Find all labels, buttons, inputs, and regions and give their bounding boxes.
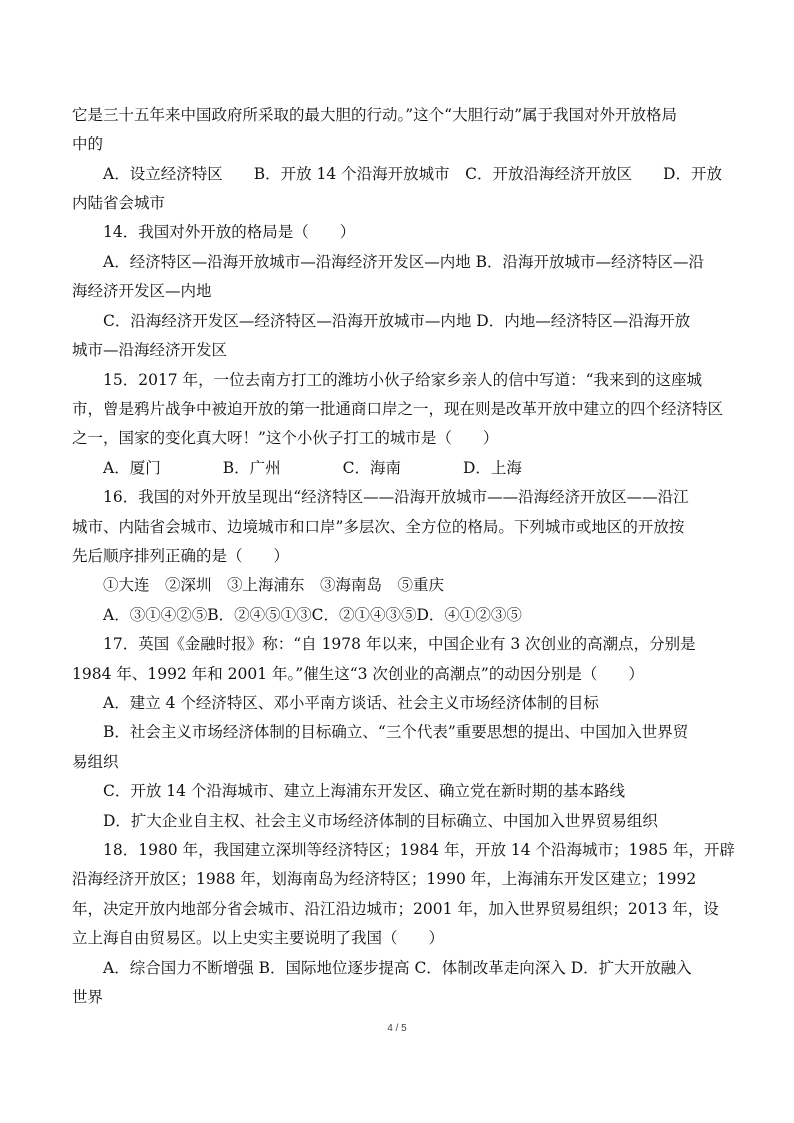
question-stem: 17．英国《金融时报》称：“自 1978 年以来，中国企业有 3 次创业的高潮点，分别是	[103, 635, 696, 653]
item-list: ①大连 ②深圳 ③上海浦东 ③海南岛 ⑤重庆	[103, 576, 445, 594]
question-stem: 16．我国的对外开放呈现出“经济特区——沿海开放城市——沿海经济开放区——沿江	[103, 488, 689, 506]
text-line: 城市—沿海经济开发区	[72, 341, 228, 359]
option-line: A．综合国力不断增强 B．国际地位逐步提高 C．体制改革走向深入 D．扩大开放融入	[103, 959, 692, 977]
option-line: A．设立经济特区 B．开放 14 个沿海开放城市 C．开放沿海经济开放区 D．开放	[103, 165, 722, 183]
question-stem: 14．我国对外开放的格局是（ ）	[103, 223, 356, 241]
text-line: 立上海自由贸易区。以上史实主要说明了我国（ ）	[72, 929, 445, 947]
text-line: 之一，国家的变化真大呀！”这个小伙子打工的城市是（ ）	[72, 429, 499, 447]
text-line: 年，决定开放内地部分省会城市、沿江沿边城市；2001 年，加入世界贸易组织；2013 年，设	[72, 900, 719, 918]
option-line: B．社会主义市场经济体制的目标确立、“三个代表”重要思想的提出、中国加入世界贸	[103, 723, 689, 741]
option-line: D．扩大企业自主权、社会主义市场经济体制的目标确立、中国加入世界贸易组织	[103, 812, 658, 830]
question-stem: 15．2017 年，一位去南方打工的潍坊小伙子给家乡亲人的信中写道：“我来到的这座城	[103, 371, 703, 389]
text-line: 1984 年、1992 年和 2001 年。”催生这“3 次创业的高潮点”的动因分别是（ ）	[72, 665, 644, 683]
option-line: A．经济特区—沿海开放城市—沿海经济开发区—内地 B．沿海开放城市—经济特区—沿	[103, 253, 705, 271]
option-line: C．沿海经济开发区—经济特区—沿海开放城市—内地 D．内地—经济特区—沿海开放	[103, 312, 691, 330]
option-line: C．开放 14 个沿海城市、建立上海浦东开发区、确立党在新时期的基本路线	[103, 782, 625, 800]
text-line: 它是三十五年来中国政府所采取的最大胆的行动。”这个“大胆行动”属于我国对外开放格局	[72, 106, 678, 124]
question-stem: 18．1980 年，我国建立深圳等经济特区；1984 年，开放 14 个沿海城市；1985 年，开辟	[103, 841, 735, 859]
option-line: A．建立 4 个经济特区、邓小平南方谈话、社会主义市场经济体制的目标	[103, 694, 599, 712]
page-number: 4 / 5	[387, 1023, 407, 1034]
text-line: 市，曾是鸦片战争中被迫开放的第一批通商口岸之一，现在则是改革开放中建立的四个经济特区	[72, 400, 724, 418]
text-line: 易组织	[72, 753, 119, 771]
text-line: 中的	[72, 135, 104, 153]
option-line: A．厦门 B．广州 C．海南 D．上海	[103, 459, 522, 477]
option-line: A．③①④②⑤B．②④⑤①③C．②①④③⑤D．④①②③⑤	[103, 606, 522, 624]
text-line: 海经济开发区—内地	[72, 282, 212, 300]
text-line: 先后顺序排列正确的是（ ）	[72, 547, 290, 565]
text-line: 沿海经济开放区；1988 年，划海南岛为经济特区；1990 年，上海浦东开发区建立；1992	[72, 870, 697, 888]
text-line: 世界	[72, 988, 104, 1006]
text-line: 城市、内陆省会城市、边境城市和口岸”多层次、全方位的格局。下列城市或地区的开放按	[72, 518, 685, 536]
text-line: 内陆省会城市	[72, 194, 166, 212]
